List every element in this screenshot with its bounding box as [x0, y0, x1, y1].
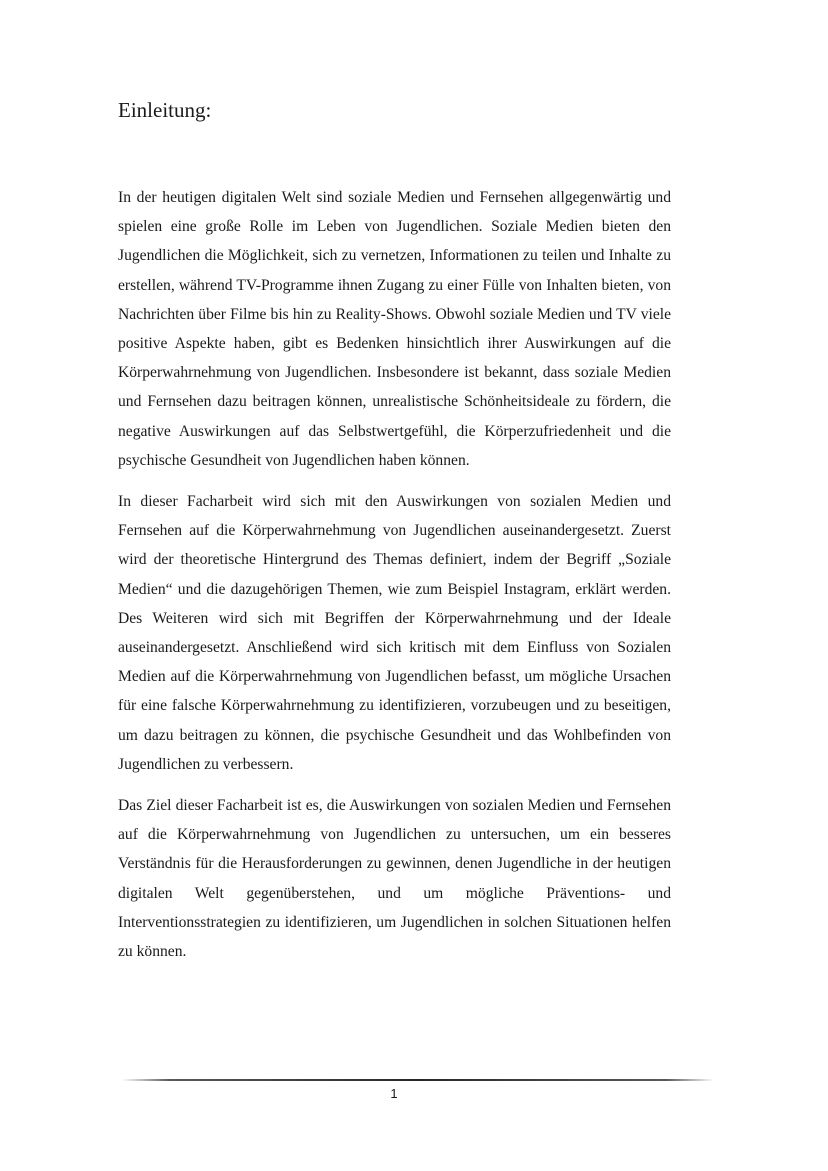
paragraph-goal: Das Ziel dieser Facharbeit ist es, die Auswirkungen von sozialen Medien und Fernsehen auf die Körperwahrnehmung von Jugendlichen zu untersuchen, um ein besseres Verständnis für die Herausforderungen zu gewinnen, denen Jugendliche in der heutigen digitalen Welt gegenüberstehen, und um mögliche Präventions- und Interventionsstrategien zu identifizieren, um Jugendlichen in solchen Situationen helfen zu können. — [118, 797, 671, 961]
footer-divider — [122, 1079, 714, 1081]
section-heading: Einleitung: — [118, 98, 212, 122]
body-text — [118, 183, 671, 978]
paragraph-structure: In dieser Facharbeit wird sich mit den Auswirkungen von sozialen Medien und Fernsehen auf die Körperwahrnehmung von Jugendlichen auseinandergesetzt. Zuerst wird der theoretische Hintergrund des Themas definiert, indem der Begriff „Soziale Medien“ und die dazugehörigen Themen, wie zum Beispiel Instagram, erklärt werden. Des Weiteren wird sich mit Begriffen der Körperwahrnehmung und der Ideale auseinandergesetzt. Anschließend wird sich kritisch mit dem Einfluss von Sozialen Medien auf die Körperwahrnehmung von Jugendlichen befasst, um mögliche Ursachen für eine falsche Körperwahrnehmung zu identifizieren, vorzubeugen und zu beseitigen, um dazu beitragen zu können, die psychische Gesundheit und das Wohlbefinden von Jugendlichen zu verbessern. — [118, 493, 671, 773]
page-number: 1 — [390, 1086, 398, 1101]
paragraph-intro: In der heutigen digitalen Welt sind soziale Medien und Fernsehen allgegenwärtig und spielen eine große Rolle im Leben von Jugendlichen. Soziale Medien bieten den Jugendlichen die Möglichkeit, sich zu vernetzen, Informationen zu teilen und Inhalte zu erstellen, während TV-Programme ihnen Zugang zu einer Fülle von Inhalten bieten, von Nachrichten über Filme bis hin zu Reality-Shows. Obwohl soziale Medien und TV viele positive Aspekte haben, gibt es Bedenken hinsichtlich ihrer Auswirkungen auf die Körperwahrnehmung von Jugendlichen. Insbesondere ist bekannt, dass soziale Medien und Fernsehen dazu beitragen können, unrealistische Schönheitsideale zu fördern, die negative Auswirkungen auf das Selbstwertgefühl, die Körperzufriedenheit und die psychische Gesundheit von Jugendlichen haben können. — [118, 189, 671, 469]
